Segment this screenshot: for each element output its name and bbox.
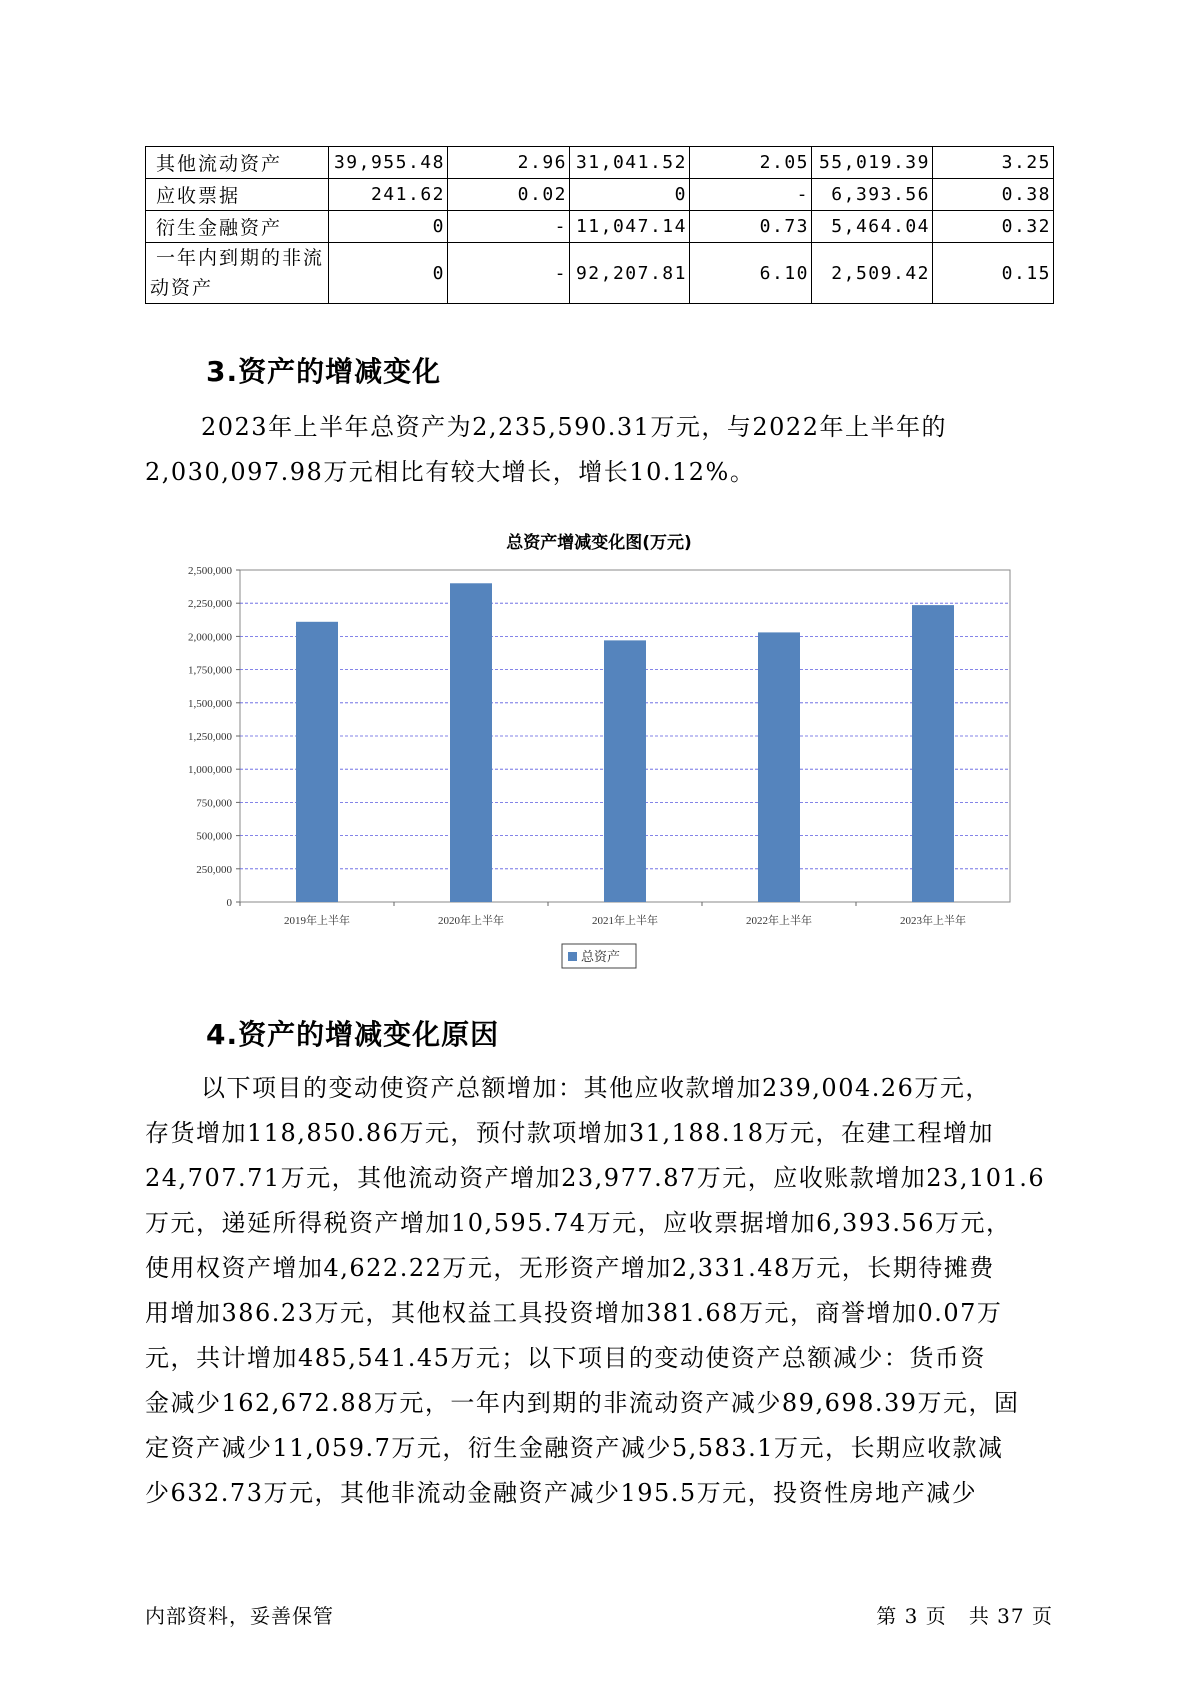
section-4-paragraph xyxy=(145,1066,1055,1516)
x-tick-label: 2021年上半年 xyxy=(592,915,658,927)
table-row xyxy=(146,243,1054,304)
footer-confidential: 内部资料，妥善保管 xyxy=(145,1604,334,1628)
cell: 0 xyxy=(329,243,448,304)
cell: - xyxy=(448,243,570,304)
section-3-heading: 3.资产的增减变化 xyxy=(206,355,442,388)
para-line: 用增加386.23万元，其他权益工具投资增加381.68万元，商誉增加0.07万 xyxy=(145,1299,1003,1327)
row-name: 衍生金融资产 xyxy=(146,211,329,243)
cell: 92,207.81 xyxy=(570,243,690,304)
bar-chart xyxy=(150,556,1030,986)
cell: 39,955.48 xyxy=(329,147,448,179)
x-tick-label: 2019年上半年 xyxy=(284,915,350,927)
row-name-line1: 一年内到期的非流 xyxy=(156,247,325,269)
bar xyxy=(912,605,954,902)
cell: 0.38 xyxy=(933,179,1054,211)
para-line: 24,707.71万元，其他流动资产增加23,977.87万元，应收账款增加23,101.6 xyxy=(145,1164,1046,1192)
y-tick-label: 1,750,000 xyxy=(188,664,232,677)
bar xyxy=(758,632,800,902)
cell: 0 xyxy=(329,211,448,243)
para-line: 存货增加118,850.86万元，预付款项增加31,188.18万元，在建工程增加 xyxy=(145,1119,995,1147)
bar xyxy=(296,622,338,902)
legend-label: 总资产 xyxy=(581,950,621,965)
cell: 6,393.56 xyxy=(812,179,933,211)
y-tick-label: 2,250,000 xyxy=(188,598,232,611)
cell: 3.25 xyxy=(933,147,1054,179)
cell: 0.73 xyxy=(690,211,812,243)
para-line: 元，共计增加485,541.45万元；以下项目的变动使资产总额减少：货币资 xyxy=(145,1344,986,1372)
row-name: 应收票据 xyxy=(146,179,329,211)
cell: 2,509.42 xyxy=(812,243,933,304)
cell: 0.32 xyxy=(933,211,1054,243)
table-row xyxy=(146,179,1054,211)
para-line: 定资产减少11,059.7万元，衍生金融资产减少5,583.1万元，长期应收款减 xyxy=(145,1434,1004,1462)
row-name-line2: 动资产 xyxy=(150,277,214,299)
row-name: 其他流动资产 xyxy=(146,147,329,179)
cell: 31,041.52 xyxy=(570,147,690,179)
cell: 241.62 xyxy=(329,179,448,211)
y-tick-label: 0 xyxy=(226,897,232,909)
y-tick-label: 1,250,000 xyxy=(188,731,232,743)
para-line: 使用权资产增加4,622.22万元，无形资产增加2,331.48万元，长期待摊费 xyxy=(145,1254,995,1282)
cell: - xyxy=(448,211,570,243)
cell: 55,019.39 xyxy=(812,147,933,179)
para-line: 以下项目的变动使资产总额增加：其他应收款增加239,004.26万元， xyxy=(201,1074,991,1102)
cell: 6.10 xyxy=(690,243,812,304)
section-4-heading: 4.资产的增减变化原因 xyxy=(206,1018,500,1051)
cell: 0 xyxy=(570,179,690,211)
y-tick-label: 2,000,000 xyxy=(188,631,232,644)
bar xyxy=(604,640,646,902)
chart-title: 总资产增减变化图(万元) xyxy=(506,533,692,553)
x-tick-label: 2020年上半年 xyxy=(438,915,504,927)
cell: 5,464.04 xyxy=(812,211,933,243)
para-line: 2023年上半年总资产为2,235,590.31万元，与2022年上半年的 xyxy=(201,413,947,441)
cell: - xyxy=(690,179,812,211)
cell: 0.02 xyxy=(448,179,570,211)
para-line: 少632.73万元，其他非流动金融资产减少195.5万元，投资性房地产减少 xyxy=(145,1479,978,1507)
para-line: 2,030,097.98万元相比有较大增长，增长10.12%。 xyxy=(145,458,756,486)
cell: 0.15 xyxy=(933,243,1054,304)
page-number: 第 3 页 共 37 页 xyxy=(876,1604,1053,1628)
y-tick-label: 1,000,000 xyxy=(188,764,232,777)
x-tick-label: 2023年上半年 xyxy=(900,915,966,927)
cell: 11,047.14 xyxy=(570,211,690,243)
y-tick-label: 500,000 xyxy=(196,830,232,843)
legend-swatch xyxy=(568,952,577,961)
y-tick-label: 2,500,000 xyxy=(188,565,232,577)
y-tick-label: 250,000 xyxy=(196,863,232,876)
y-tick-label: 750,000 xyxy=(196,797,232,810)
table-row xyxy=(146,147,1054,179)
table-row xyxy=(146,211,1054,243)
section-3-paragraph xyxy=(145,405,1055,495)
asset-table xyxy=(145,146,1054,304)
x-tick-label: 2022年上半年 xyxy=(746,915,812,927)
row-name xyxy=(146,243,329,304)
para-line: 金减少162,672.88万元，一年内到期的非流动资产减少89,698.39万元，固 xyxy=(145,1389,1020,1417)
para-line: 万元，递延所得税资产增加10,595.74万元，应收票据增加6,393.56万元， xyxy=(145,1209,1012,1237)
y-tick-label: 1,500,000 xyxy=(188,697,232,710)
cell: 2.05 xyxy=(690,147,812,179)
cell: 2.96 xyxy=(448,147,570,179)
bar xyxy=(450,583,492,902)
